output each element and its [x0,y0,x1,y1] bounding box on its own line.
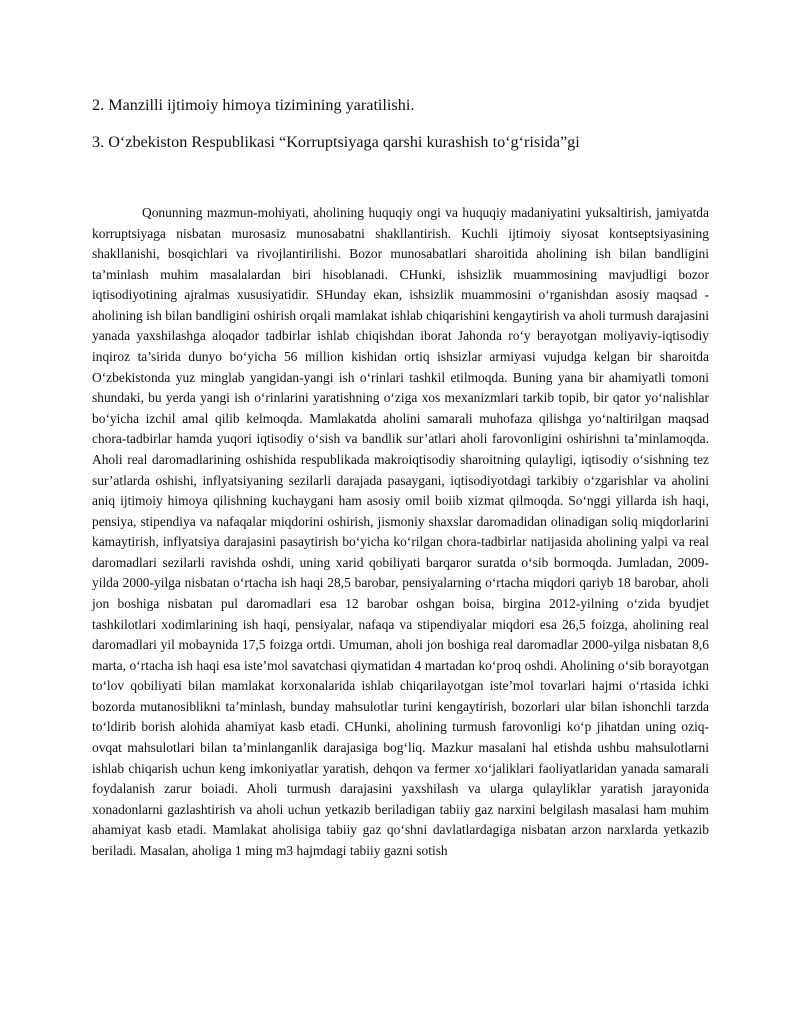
section-heading-2: 2. Manzilli ijtimoiy himoya tizimining yaratilishi. [92,96,415,114]
body-paragraph: Qonunning mazmun-mohiyati, aholining huquqiy ongi va huquqiy madaniyatini yuksaltirish, jamiyatda korruptsiyaga nisbatan murosasiz munosabatni shakllantirish. Kuchli ijtimoiy siyosat kontseptsiyasining shakllanishi, bosqichlari va rivojlantirilishi. Bozor munosabatlari sharoitida aholining ish bilan bandligini ta’minlash muhim masalalardan biri hisoblanadi. CHunki, ishsizlik muammosining mavjudligi bozor iqtisodiyotining ajralmas xususiyatidir. SHunday ekan, ishsizlik muammosini o‘rganishdan asosiy maqsad - aholining ish bilan bandligini oshirish orqali mamlakat ishlab chiqarishini kengaytirish va aholi turmush darajasini yanada yaxshilashga aloqador tadbirlar ishlab chiqishdan iborat Jahonda ro‘y berayotgan moliyaviy-iqtisodiy inqiroz ta’sirida dunyo bo‘yicha 56 million kishidan ortiq ishsizlar armiyasi vujudga kelgan bir sharoitda O‘zbekistonda yuz minglab yangidan-yangi ish o‘rinlari tashkil etilmoqda. Buning yana bir ahamiyatli tomoni shundaki, bu yerda yangi ish o‘rinlarini yaratishning o‘ziga xos mexanizmlari tarkib topib, bir qator yo‘nalishlar bo‘yicha izchil amal qilib kelmoqda. Mamlakatda aholini samarali muhofaza qilishga yo‘naltirilgan maqsad chora-tadbirlar hamda yuqori iqtisodiy o‘sish va bandlik sur’atlari aholi farovonligini oshirishni ta’minlamoqda. Aholi real daromadlarining oshishida respublikada makroiqtisodiy sharoitning qulayligi, iqtisodiy o‘sishning tez sur’atlarda oshishi, inflyatsiyaning sezilarli darajada pasaygani, iqtisodiyotdagi tarkibiy o‘zgarishlar va aholini aniq ijtimoiy himoya qilishning kuchaygani ham asosiy omil boiib xizmat qilmoqda. So‘nggi yillarda ish haqi, pensiya, stipendiya va nafaqalar miqdorini oshirish, jismoniy shaxslar daromadidan olinadigan soliq miqdorlarini kamaytirish, inflyatsiya darajasini pasaytirish bo‘yicha ko‘rilgan chora-tadbirlar natijasida aholining yalpi va real daromadlari sezilarli ravishda oshdi, uning xarid qobiliyati barqaror suratda o‘sib bormoqda. Jumladan, 2009-yilda 2000-yilga nisbatan o‘rtacha ish haqi 28,5 barobar, pensiyalarning o‘rtacha miqdori qariyb 18 barobar, aholi jon boshiga nisbatan pul daromadlari esa 12 barobar oshgan boisa, birgina 2012-yilning o‘zida byudjet tashkilotlari xodimlarining ish haqi, pensiyalar, nafaqa va stipendiyalar miqdori esa 26,5 foizga, aholining real daromadlari yil mobaynida 17,5 foizga ortdi. Umuman, aholi jon boshiga real daromadlar 2000-yilga nisbatan 8,6 marta, o‘rtacha ish haqi esa iste’mol savatchasi qiymatidan 4 martadan ko‘proq oshdi. Aholining o‘sib borayotgan to‘lov qobiliyati bilan mamlakat korxonalarida ishlab chiqarilayotgan iste’mol tovarlari hajmi o‘rtasida ichki bozorda mutanosiblikni ta’minlash, bunday mahsulotlar turini kengaytirish, bozorlari ular bilan ishonchli tarzda to‘ldirib borish alohida ahamiyat kasb etadi. CHunki, aholining turmush farovonligi ko‘p jihatdan uning oziq-ovqat mahsulotlari bilan ta’minlanganlik darajasiga bog‘liq. Mazkur masalani hal etishda ushbu mahsulotlarni ishlab chiqarish uchun keng imkoniyatlar yaratish, dehqon va fermer xo‘jaliklari faoliyatlaridan yanada samarali foydalanish zarur boiadi. Aholi turmush darajasini yaxshilash va ularga qulayliklar yaratish jarayonida xonadonlarni gazlashtirish va aholi uchun yetkazib beriladigan tabiiy gaz narxini belgilash masalasi ham muhim ahamiyat kasb etadi. Mamlakat aholisiga tabiiy gaz qo‘shni davlatlardagiga nisbatan arzon narxlarda yetkazib beriladi. Masalan, aholiga 1 ming m3 hajmdagi tabiiy gazni sotish [92,205,709,858]
section-heading-3: 3. O‘zbekiston Respublikasi “Korruptsiyaga qarshi kurashish to‘g‘risida”gi [92,133,580,151]
